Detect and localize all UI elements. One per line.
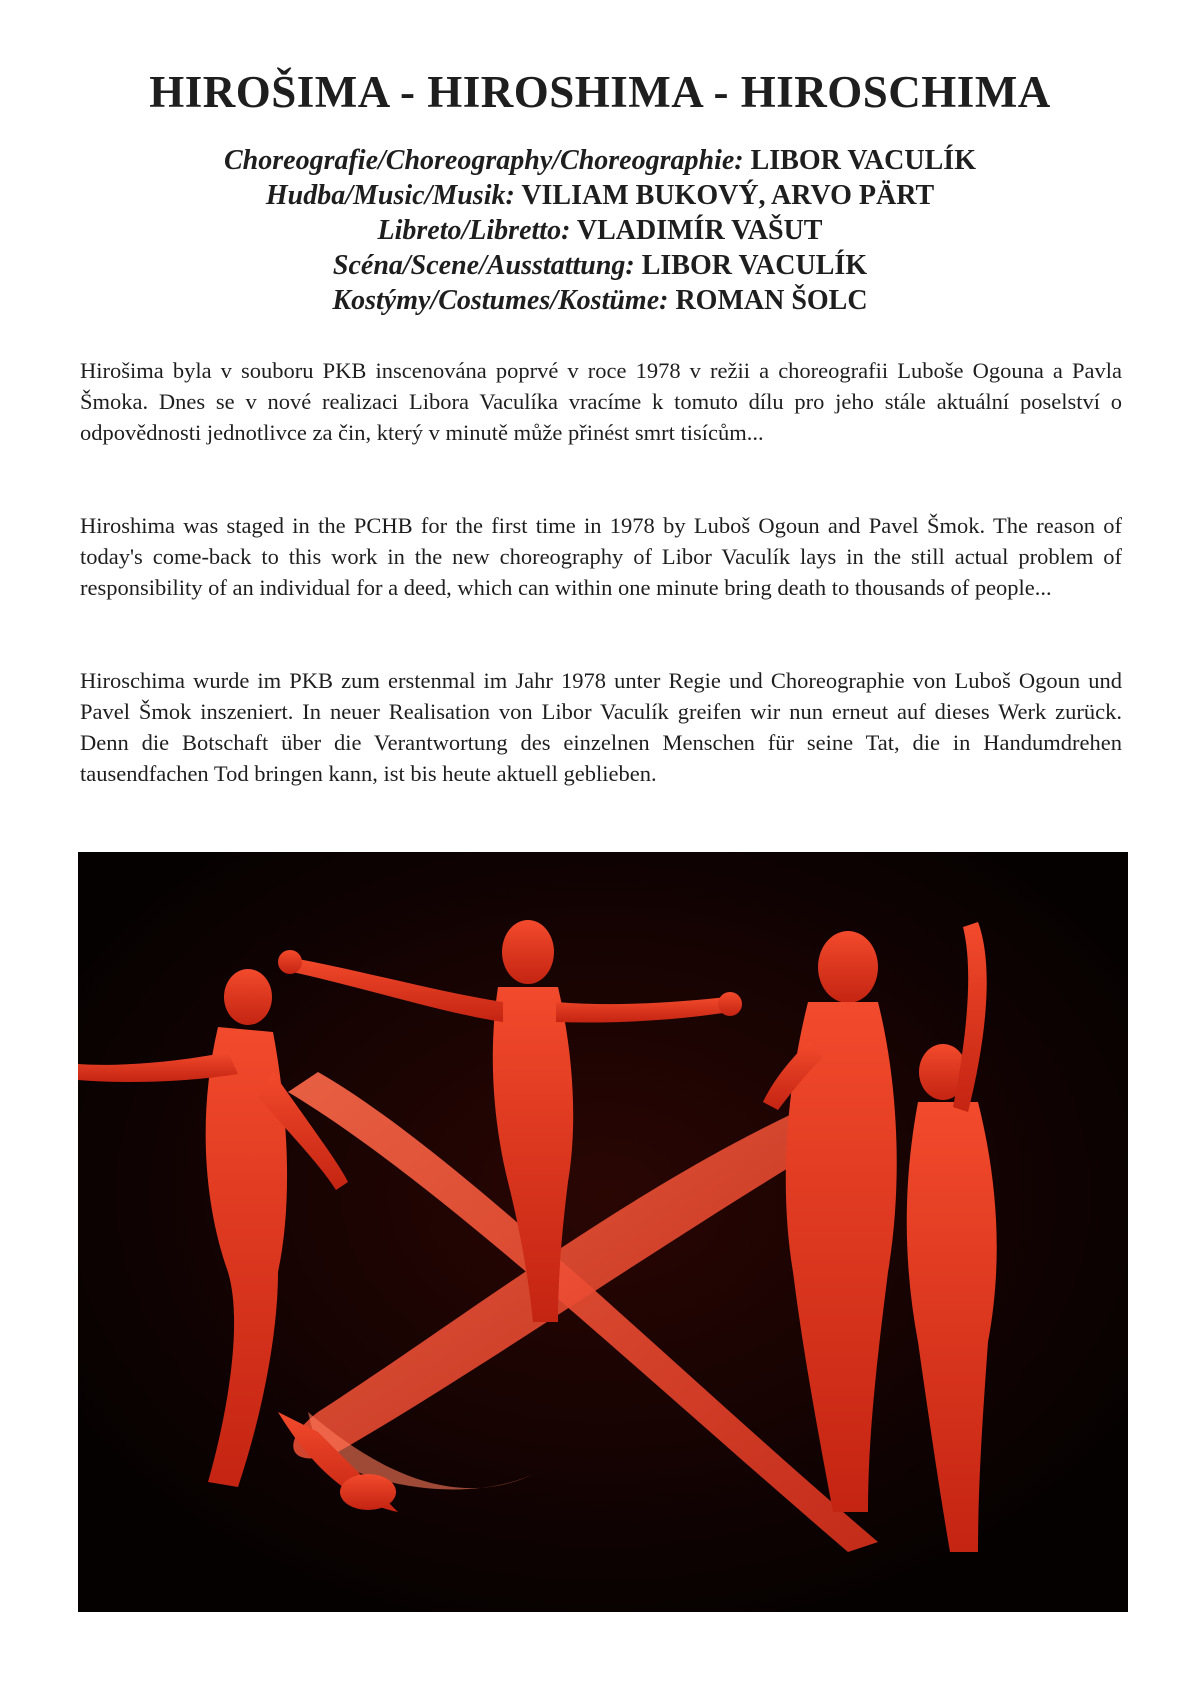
credit-choreography	[0, 143, 1200, 178]
page-title: HIROŠIMA - HIROSHIMA - HIROSCHIMA	[149, 67, 1051, 117]
credit-costumes	[0, 283, 1200, 318]
credit-libretto	[0, 213, 1200, 248]
credit-scene	[0, 248, 1200, 283]
dance-photo	[78, 852, 1128, 1612]
paragraph-czech: Hirošima byla v souboru PKB inscenována poprvé v roce 1978 v režii a choreografii Luboše Ogouna a Pavla Šmoka. Dnes se v nové realizaci Libora Vaculíka vracíme k tomuto dílu pro jeho stále aktuální poselství o odpovědnosti jednotlivce za čin, který v minutě může přinést smrt tisícům...	[80, 358, 1122, 445]
dance-photo-illustration	[78, 852, 1128, 1612]
credit-name: LIBOR VACULÍK	[750, 145, 976, 176]
credit-name: ROMAN ŠOLC	[675, 285, 868, 316]
credit-name: VLADIMÍR VAŠUT	[576, 215, 823, 246]
credit-name: LIBOR VACULÍK	[641, 250, 868, 281]
paragraph-english: Hiroshima was staged in the PCHB for the first time in 1978 by Luboš Ogoun and Pavel Šmok. The reason of today's come-back to this work in the new choreography of Libor Vaculík lays in the still actual problem of responsibility of an individual for a deed, which can within one minute bring death to thousands of people...	[80, 513, 1122, 600]
credit-role: Libreto/Libretto:	[377, 215, 571, 246]
credit-music	[0, 178, 1200, 213]
credit-role: Kostýmy/Costumes/Kostüme:	[332, 285, 669, 316]
credit-name: VILIAM BUKOVÝ, ARVO PÄRT	[521, 180, 935, 211]
paragraph-german: Hiroschima wurde im PKB zum erstenmal im Jahr 1978 unter Regie und Choreographie von Luboš Ogoun und Pavel Šmok inszeniert. In neuer Realisation von Libor Vaculík greifen wir nun erneut auf dieses Werk zurück. Denn die Botschaft über die Verantwortung des einzelnen Menschen für seine Tat, die in Handumdrehen tausendfachen Tod bringen kann, ist bis heute aktuell geblieben.	[80, 668, 1122, 786]
credits-block	[0, 143, 1200, 318]
credit-role: Choreografie/Choreography/Choreographie:	[224, 145, 744, 176]
credit-role: Scéna/Scene/Ausstattung:	[332, 250, 635, 281]
credit-role: Hudba/Music/Musik:	[265, 180, 515, 211]
